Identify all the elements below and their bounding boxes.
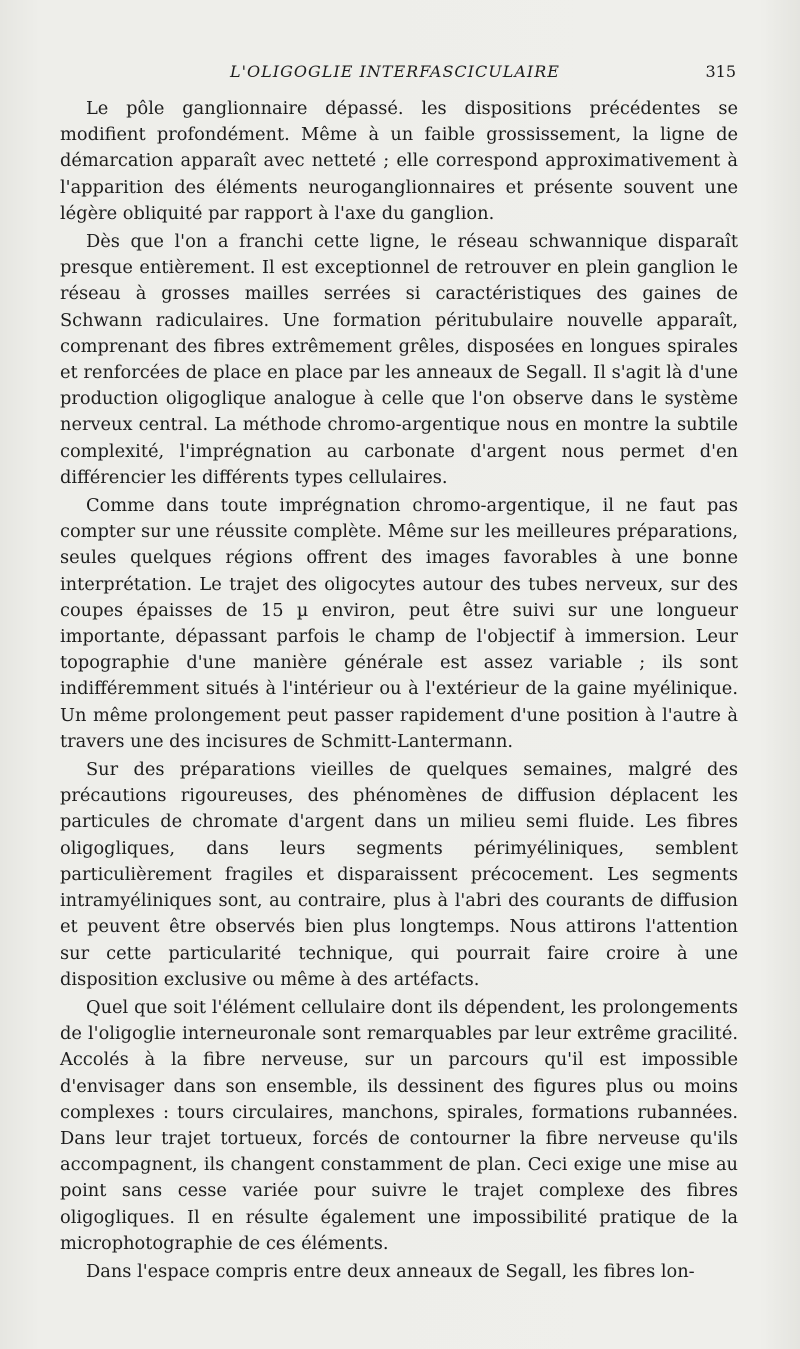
paragraph: Dans l'espace compris entre deux anneaux de Segall, les fibres lon- xyxy=(86,1260,695,1282)
running-title: L'OLIGOGLIE INTERFASCICULAIRE xyxy=(230,62,560,81)
paragraph: Dès que l'on a franchi cette ligne, le réseau schwannique disparaît presque entièrement. Il est exceptionnel de retrouver en plein ganglion le réseau à grosses mailles serrées si caractéristiques des gaines de Schwann radiculaires. Une formation péritubulaire nouvelle apparaît, comprenant des fibres extrêmement grêles, disposées en longues spirales et renforcées de place en place par les anneaux de Segall. Il s'agit là d'une production oligoglique analogue à celle que l'on observe dans le système nerveux central. La méthode chromo-argentique nous en montre la subtile complexité, l'imprégnation au carbonate d'argent nous permet d'en différencier les différents types cellulaires. xyxy=(60,231,738,488)
running-head xyxy=(60,62,736,86)
paragraph: Sur des préparations vieilles de quelques semaines, malgré des précautions rigoureuses, des phénomènes de diffusion déplacent les particules de chromate d'argent dans un milieu semi fluide. Les fibres oligogliques, dans leurs segments périmyéliniques, semblent particulièrement fragiles et disparaissent précocement. Les segments intramyéliniques sont, au contraire, plus à l'abri des courants de diffusion et peuvent être observés bien plus longtemps. Nous attirons l'attention sur cette particularité technique, qui pourrait faire croire à une disposition exclusive ou même à des artéfacts. xyxy=(60,759,738,990)
paragraph: Le pôle ganglionnaire dépassé. les dispositions précédentes se modifient profondément. Même à un faible grossissement, la ligne de démarcation apparaît avec netteté ; elle correspond approximativement à l'apparition des éléments neuroganglionnaires et présente souvent une légère obliquité par rapport à l'axe du ganglion. xyxy=(60,98,738,224)
paragraph: Comme dans toute imprégnation chromo-argentique, il ne faut pas compter sur une réussite complète. Même sur les meilleures préparations, seules quelques régions offrent des images favorables à une bonne interprétation. Le trajet des oligocytes autour des tubes nerveux, sur des coupes épaisses de 15 µ environ, peut être suivi sur une longueur importante, dépassant parfois le champ de l'objectif à immersion. Leur topographie d'une manière générale est assez variable ; ils sont indifféremment situés à l'intérieur ou à l'extérieur de la gaine myélinique. Un même prolongement peut passer rapidement d'une position à l'autre à travers une des incisures de Schmitt-Lantermann. xyxy=(60,495,738,752)
page-number: 315 xyxy=(705,62,736,81)
paragraph: Quel que soit l'élément cellulaire dont ils dépendent, les prolongements de l'oligoglie interneuronale sont remarquables par leur extrême gracilité. Accolés à la fibre nerveuse, sur un parcours qu'il est impossible d'envisager dans son ensemble, ils dessinent des figures plus ou moins complexes : tours circulaires, manchons, spirales, formations rubannées. Dans leur trajet tortueux, forcés de contourner la fibre nerveuse qu'ils accompagnent, ils changent constamment de plan. Ceci exige une mise au point sans cesse variée pour suivre le trajet complexe des fibres oligogliques. Il en résulte également une impossibilité pratique de la microphotographie de ces éléments. xyxy=(60,996,738,1254)
body-text xyxy=(60,96,738,1285)
